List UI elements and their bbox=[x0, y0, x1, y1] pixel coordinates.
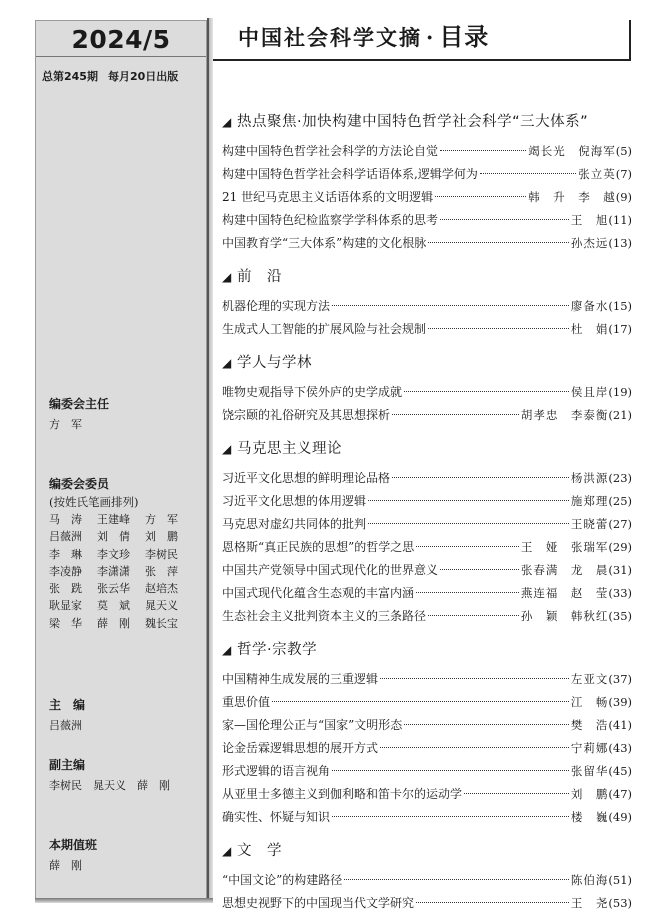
article-title: 21 世纪马克思主义话语体系的文明逻辑 bbox=[222, 190, 434, 204]
article-author: 王 尧 bbox=[570, 896, 609, 910]
dot-leader bbox=[332, 305, 569, 306]
section-heading bbox=[222, 351, 632, 375]
article-title: 中国式现代化蕴含生态观的丰富内涵 bbox=[222, 586, 415, 600]
toc-entry[interactable] bbox=[222, 559, 632, 582]
article-author: 胡孝忠 李泰衡 bbox=[520, 408, 609, 422]
section-heading bbox=[222, 839, 632, 863]
dot-leader bbox=[464, 793, 569, 794]
dot-leader bbox=[380, 747, 569, 748]
dot-leader bbox=[380, 678, 569, 679]
toc-entry[interactable] bbox=[222, 760, 632, 783]
dot-leader bbox=[416, 546, 519, 547]
article-author: 杜 娟 bbox=[570, 322, 609, 336]
toc-entry[interactable] bbox=[222, 232, 632, 255]
article-author: 左亚文 bbox=[570, 672, 609, 686]
member-name: 李 琳 bbox=[49, 547, 82, 561]
page-number: (11) bbox=[608, 213, 632, 227]
article-author: 宁莉娜 bbox=[570, 741, 609, 755]
article-author: 侯且岸 bbox=[570, 385, 609, 399]
journal-title: 中国社会科学文摘 bbox=[238, 25, 422, 50]
article-title: 饶宗颐的礼俗研究及其思想探析 bbox=[222, 408, 391, 422]
page-number: (21) bbox=[608, 408, 632, 422]
dot-leader bbox=[272, 701, 569, 702]
toc-entry[interactable] bbox=[222, 668, 632, 691]
page-number: (25) bbox=[608, 494, 632, 508]
article-title: 中国精神生成发展的三重逻辑 bbox=[222, 672, 379, 686]
section-heading bbox=[222, 437, 632, 461]
issue-date: 2024/5 bbox=[36, 21, 206, 57]
article-author: 韩 升 李 越 bbox=[528, 190, 616, 204]
member-name: 李凌静 bbox=[49, 564, 82, 578]
toc-entry[interactable] bbox=[222, 582, 632, 605]
dot-leader bbox=[416, 902, 569, 903]
dot-leader bbox=[435, 196, 526, 197]
page-number: (33) bbox=[608, 586, 632, 600]
section-title: 前 沿 bbox=[237, 269, 282, 285]
member-name: 晁天义 bbox=[145, 599, 178, 613]
page-number: (41) bbox=[608, 718, 632, 732]
article-title: 思想史视野下的中国现当代文学研究 bbox=[222, 896, 415, 910]
contents-title: 目录 bbox=[439, 23, 490, 51]
table-of-contents bbox=[222, 110, 632, 919]
page-number: (39) bbox=[608, 695, 632, 709]
section-triangle-icon: ◢ bbox=[222, 270, 232, 284]
member-name: 莫 斌 bbox=[97, 599, 130, 613]
page-number: (29) bbox=[608, 540, 632, 554]
member-name: 李文珍 bbox=[97, 547, 130, 561]
page-number: (9) bbox=[615, 190, 632, 204]
article-author: 孙杰远 bbox=[570, 236, 609, 250]
issue-number: 总第245期 bbox=[42, 70, 98, 83]
section-title: 学人与学林 bbox=[237, 355, 312, 371]
deputy-editor-title: 副主编 bbox=[49, 758, 86, 772]
page-number: (35) bbox=[608, 609, 632, 623]
article-author: 孙 颖 韩秋红 bbox=[520, 609, 609, 623]
section-triangle-icon: ◢ bbox=[222, 115, 232, 129]
sidebar-shadow bbox=[35, 898, 213, 903]
article-title: 恩格斯“真正民族的思想”的哲学之思 bbox=[222, 540, 415, 554]
page-number: (13) bbox=[608, 236, 632, 250]
section-triangle-icon: ◢ bbox=[222, 442, 232, 456]
chief-editor-title: 主 编 bbox=[49, 698, 86, 712]
article-author: 燕连福 赵 莹 bbox=[520, 586, 609, 600]
section-title: 马克思主义理论 bbox=[237, 441, 342, 457]
article-author: 王晓蕾 bbox=[570, 517, 609, 531]
toc-entry[interactable] bbox=[222, 467, 632, 490]
article-title: 习近平文化思想的鲜明理论品格 bbox=[222, 471, 391, 485]
section-title: 热点聚焦·加快构建中国特色哲学社会科学“三大体系” bbox=[237, 114, 589, 130]
page-number: (47) bbox=[608, 787, 632, 801]
article-title: 确实性、怀疑与知识 bbox=[222, 810, 331, 824]
deputy-editor-names: 李树民 晁天义 薛 刚 bbox=[49, 779, 170, 792]
member-name: 魏长宝 bbox=[145, 616, 178, 630]
toc-entry[interactable] bbox=[222, 605, 632, 628]
dot-leader bbox=[392, 414, 519, 415]
toc-entry[interactable] bbox=[222, 163, 632, 186]
section-triangle-icon: ◢ bbox=[222, 356, 232, 370]
toc-entry[interactable] bbox=[222, 536, 632, 559]
section-title: 文 学 bbox=[237, 843, 282, 859]
article-title: 构建中国特色哲学社会科学话语体系,逻辑学何为 bbox=[222, 167, 478, 181]
article-title: 构建中国特色哲学社会科学的方法论自觉 bbox=[222, 144, 439, 158]
page-number: (51) bbox=[608, 873, 632, 887]
page-number: (19) bbox=[608, 385, 632, 399]
article-title: 形式逻辑的语言视角 bbox=[222, 764, 331, 778]
member-name: 张 萍 bbox=[145, 564, 178, 578]
article-title: 从亚里士多德主义到伽利略和笛卡尔的运动学 bbox=[222, 787, 463, 801]
on-duty-block bbox=[49, 836, 199, 875]
article-author: 王 娅 张瑞军 bbox=[520, 540, 609, 554]
article-author: 竭长光 倪海军 bbox=[528, 144, 616, 158]
article-title: 生态社会主义批判资本主义的三条路径 bbox=[222, 609, 427, 623]
member-name: 吕薇洲 bbox=[49, 530, 82, 544]
page-number: (23) bbox=[608, 471, 632, 485]
toc-section bbox=[222, 839, 632, 915]
page-number: (27) bbox=[608, 517, 632, 531]
editorial-members-note: (按姓氏笔画排列) bbox=[49, 495, 139, 509]
header-rule bbox=[213, 59, 631, 61]
article-title: 中国共产党领导中国式现代化的世界意义 bbox=[222, 563, 439, 577]
article-title: 重思价值 bbox=[222, 695, 271, 709]
member-name: 马 涛 bbox=[49, 513, 82, 526]
section-triangle-icon: ◢ bbox=[222, 643, 232, 657]
on-duty-title: 本期值班 bbox=[49, 838, 98, 852]
article-title: 马克思对虚幻共同体的批判 bbox=[222, 517, 367, 531]
toc-section bbox=[222, 110, 632, 255]
column-divider bbox=[207, 18, 213, 903]
toc-entry[interactable] bbox=[222, 892, 632, 915]
member-name: 赵培杰 bbox=[145, 582, 178, 596]
page-number: (7) bbox=[615, 167, 632, 181]
article-author: 陈伯海 bbox=[570, 873, 609, 887]
member-name: 梁 华 bbox=[49, 616, 82, 630]
dot-leader bbox=[428, 328, 569, 329]
dot-leader bbox=[404, 391, 569, 392]
section-triangle-icon: ◢ bbox=[222, 844, 232, 858]
member-name: 张 跣 bbox=[49, 582, 82, 596]
deputy-editor-block bbox=[49, 756, 199, 795]
editorial-members-block bbox=[49, 475, 199, 632]
article-author: 廖备水 bbox=[570, 299, 609, 313]
toc-section bbox=[222, 351, 632, 427]
editorial-members-list bbox=[49, 511, 199, 632]
article-author: 张留华 bbox=[570, 764, 609, 778]
dot-leader bbox=[368, 523, 569, 524]
toc-entry[interactable] bbox=[222, 714, 632, 737]
toc-entry[interactable] bbox=[222, 404, 632, 427]
page-number: (53) bbox=[608, 896, 632, 910]
dot-leader bbox=[440, 219, 569, 220]
toc-entry[interactable] bbox=[222, 513, 632, 536]
member-name: 方 军 bbox=[145, 513, 178, 526]
article-title: 论金岳霖逻辑思想的展开方式 bbox=[222, 741, 379, 755]
article-author: 杨洪源 bbox=[570, 471, 609, 485]
toc-entry[interactable] bbox=[222, 140, 632, 163]
toc-entry[interactable] bbox=[222, 381, 632, 404]
member-name: 耿显家 bbox=[49, 599, 82, 613]
toc-entry[interactable] bbox=[222, 806, 632, 829]
article-title: 习近平文化思想的体用逻辑 bbox=[222, 494, 367, 508]
toc-entry[interactable] bbox=[222, 490, 632, 513]
dot-leader bbox=[404, 724, 569, 725]
dot-leader bbox=[428, 615, 519, 616]
toc-entry[interactable] bbox=[222, 737, 632, 760]
article-author: 张立英 bbox=[578, 167, 616, 181]
section-heading bbox=[222, 638, 632, 662]
header-separator: · bbox=[426, 25, 436, 50]
toc-section bbox=[222, 638, 632, 829]
editorial-director-title: 编委会主任 bbox=[49, 397, 110, 411]
page-number: (37) bbox=[608, 672, 632, 686]
article-author: 樊 浩 bbox=[570, 718, 609, 732]
chief-editor-name: 吕薇洲 bbox=[49, 719, 82, 732]
article-title: 唯物史观指导下侯外庐的史学成就 bbox=[222, 385, 403, 399]
header-right-rule bbox=[629, 20, 631, 61]
dot-leader bbox=[332, 816, 569, 817]
page-number: (17) bbox=[608, 322, 632, 336]
on-duty-name: 薛 刚 bbox=[49, 859, 82, 872]
article-author: 张春满 龙 晨 bbox=[520, 563, 609, 577]
member-name: 李树民 bbox=[145, 547, 178, 561]
page-number: (5) bbox=[615, 144, 632, 158]
page-number: (49) bbox=[608, 810, 632, 824]
member-name: 刘 鹏 bbox=[145, 530, 178, 544]
section-heading bbox=[222, 110, 632, 134]
section-heading bbox=[222, 265, 632, 289]
article-author: 施郑理 bbox=[570, 494, 609, 508]
editorial-director-block bbox=[49, 395, 199, 434]
dot-leader bbox=[344, 879, 569, 880]
dot-leader bbox=[440, 569, 519, 570]
dot-leader bbox=[428, 242, 569, 243]
journal-header bbox=[238, 20, 489, 55]
dot-leader bbox=[332, 770, 569, 771]
article-author: 王 旭 bbox=[570, 213, 609, 227]
page-number: (43) bbox=[608, 741, 632, 755]
toc-entry[interactable] bbox=[222, 295, 632, 318]
dot-leader bbox=[392, 477, 569, 478]
page-number: (45) bbox=[608, 764, 632, 778]
member-name: 李潇潇 bbox=[97, 564, 130, 578]
dot-leader bbox=[480, 173, 576, 174]
editorial-director-name: 方 军 bbox=[49, 418, 82, 431]
issue-info bbox=[42, 68, 178, 84]
member-name: 王建峰 bbox=[97, 513, 130, 526]
section-title: 哲学·宗教学 bbox=[237, 642, 318, 658]
editorial-members-title: 编委会委员 bbox=[49, 477, 110, 491]
toc-entry[interactable] bbox=[222, 186, 632, 209]
article-title: 机器伦理的实现方法 bbox=[222, 299, 331, 313]
article-title: 家—国伦理公正与“国家”文明形态 bbox=[222, 718, 403, 732]
article-author: 江 畅 bbox=[570, 695, 609, 709]
toc-entry[interactable] bbox=[222, 783, 632, 806]
member-name: 刘 倩 bbox=[97, 530, 130, 544]
article-author: 刘 鹏 bbox=[570, 787, 609, 801]
dot-leader bbox=[416, 592, 519, 593]
dot-leader bbox=[368, 500, 569, 501]
publication-schedule: 每月20日出版 bbox=[107, 70, 179, 83]
member-name: 薛 刚 bbox=[97, 616, 130, 630]
article-title: 生成式人工智能的扩展风险与社会规制 bbox=[222, 322, 427, 336]
toc-entry[interactable] bbox=[222, 691, 632, 714]
toc-section bbox=[222, 265, 632, 341]
article-title: 中国教育学“三大体系”构建的文化根脉 bbox=[222, 236, 427, 250]
toc-section bbox=[222, 437, 632, 628]
dot-leader bbox=[440, 150, 526, 151]
toc-entry[interactable] bbox=[222, 209, 632, 232]
member-name: 张云华 bbox=[97, 582, 130, 596]
toc-entry[interactable] bbox=[222, 869, 632, 892]
page-number: (15) bbox=[608, 299, 632, 313]
sidebar-masthead bbox=[35, 20, 207, 900]
toc-entry[interactable] bbox=[222, 318, 632, 341]
article-author: 楼 巍 bbox=[570, 810, 609, 824]
article-title: 构建中国特色纪检监察学学科体系的思考 bbox=[222, 213, 439, 227]
chief-editor-block bbox=[49, 696, 199, 735]
article-title: “中国文论”的构建路径 bbox=[222, 873, 343, 887]
page-number: (31) bbox=[608, 563, 632, 577]
